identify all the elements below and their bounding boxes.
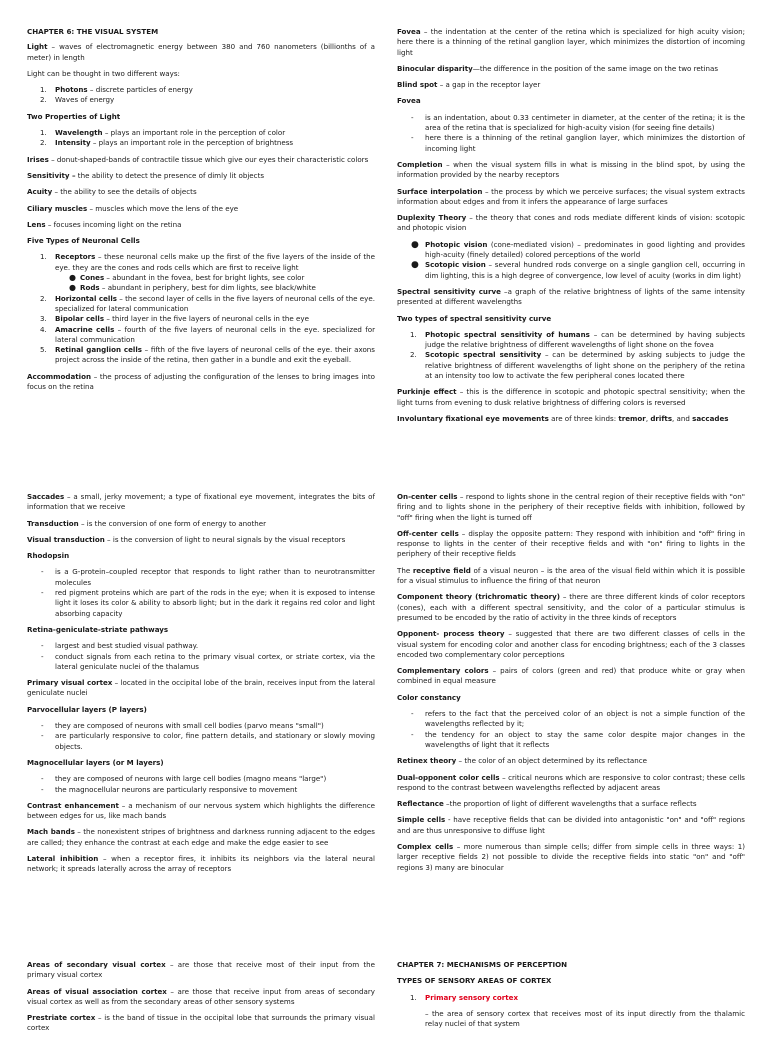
def-complementary-colors: Complementary colors – pairs of colors (green and red) that produce white or gray when combined in equal measure [397,666,746,686]
magno-title: Magnocellular layers (or M layers) [27,757,164,767]
def-lateral-inhibition: Lateral inhibition – when a receptor fires, it inhibits its neighbors via the lateral neural network; it spreads laterally across the array of receptors [27,854,376,874]
def-dual-opponent: Dual-opponent color cells – critical neurons which are responsive to color contrast; these cells respond to the contrast between wavelengths reflected by adjacent areas [397,772,745,792]
list-item: ● Rods – abundant in periphery, best for dim lights, see black/white [69,283,316,293]
def-purkinje-effect: Purkinje effect – this is the difference in scotopic and photopic spectral sensitivity; when the light turns from evening to dusk relative brightness of differing colors is reversed [397,387,746,407]
props-title: Two Properties of Light [27,111,121,121]
list-item: ● Cones – abundant in the fovea, best for bright lights, see color [69,273,305,283]
def-receptive-field: The receptive field of a visual neuron – is the area of the visual field within which it is possible for a visual stimulus to influence the firing of that neuron [397,565,745,586]
list-item: - is a G-protein–coupled receptor that responds to light rather than to neurotransmitter molecules [41,567,375,587]
list-item: 4. Amacrine cells – fourth of the five layers of neuronal cells in the eye. specialized for lateral communication [40,324,375,344]
list-item: ● Scotopic vision – several hundred rods converge on a single ganglion cell, occurring in dim lighting, this is a high degree of convergence, low level of acuity (works in dim light) [411,260,745,280]
ssc-types-title: Two types of spectral sensitivity curve [397,313,552,323]
def-acuity: Acuity – the ability to see the details of objects [27,187,197,197]
list-item: - largest and best studied visual pathway. [41,641,199,651]
def-duplexity-theory: Duplexity Theory – the theory that cones and rods mediate different kinds of vision: scotopic and photopic vision [397,213,746,233]
def-transduction: Transduction – is the conversion of one form of energy to another [27,518,267,528]
fovea-title: Fovea [397,96,421,106]
def-sensitivity: Sensitivity – the ability to detect the presence of dimly lit objects [27,170,265,180]
constancy-title: Color constancy [397,692,461,702]
list-item: 1. Photons – discrete particles of energy [40,85,193,95]
list-item: - here there is a thinning of the retinal ganglion layer, which minimizes the distortion of incoming light [411,133,745,153]
left-section-2 [27,492,375,881]
def-binocular-disparity: Binocular disparity—the difference in the position of the same image on the two retinas [397,63,719,73]
def-opponent-process: Opponent- process theory – suggested that there are two different classes of cells in the visual system for encoding color and another class for encoding brightness; each of the 3 classes encoded two complementary color perceptions [397,629,745,659]
list-item: - red pigment proteins which are part of the rods in the eye; when it is exposed to intense light it loses its color & ability to absorb light; but in the dark it regains red color and light absorbing capacity [41,588,375,618]
def-saccades: Saccades – a small, jerky movement; a type of fixational eye movement, integrates the bits of information that we receive [27,492,375,512]
def-lens: Lens – focuses incoming light on the retina [27,219,182,229]
def-mach-bands: Mach bands – the nonexistent stripes of brightness and darkness running adjacent to the edges are called; they enhance the contrast at each edge and make the edge easier to see [27,827,375,847]
def-accommodation: Accommodation – the process of adjusting the configuration of the lenses to bring images into focus on the retina [27,371,375,392]
left-section-3 [27,960,375,1040]
def-component-theory: Component theory (trichromatic theory) – there are three different kinds of color receptors (cones), each with a different spectral sensitivity, and the color of a particular stimulus is presumed to be encoded by the ratio of activity in the three kinds of receptors [397,592,745,622]
rgs-title: Retina-geniculate-striate pathways [27,624,169,634]
def-contrast-enhancement: Contrast enhancement – a mechanism of our nervous system which highlights the difference between edges for us, like mach bands [27,800,375,821]
magno-list [27,774,375,795]
receptor-sublist [55,273,375,294]
list-item: - they are composed of neurons with small cell bodies (parvo means "small") [41,721,324,731]
fovea-list [397,113,745,154]
def-irises: Irises – donut-shaped-bands of contractile tissue which give our eyes their characteristic colors [27,154,369,164]
list-item: 1. Primary sensory cortex [410,992,519,1002]
parvo-title: Parvocellular layers (P layers) [27,704,147,714]
list-item: 2. Horizontal cells – the second layer of cells in the five layers of neuronal cells of the eye. specialized for lateral communication [40,293,375,313]
def-involuntary-movements: Involuntary fixational eye movements are of three kinds: tremor, drifts, and saccades [397,413,729,423]
ways-list [27,85,375,106]
sensory-types-title: TYPES OF SENSORY AREAS OF CORTEX [397,976,552,986]
left-section-1 [27,27,375,398]
list-item: 1. Wavelength – plays an important role in the perception of color [40,128,286,138]
def-prestriate-cortex: Prestriate cortex – is the band of tissue in the occipital lobe that surrounds the primary visual cortex [27,1013,375,1033]
rgs-list [27,641,375,672]
list-item: 5. Retinal ganglion cells – fifth of the five layers of neuronal cells of the eye. their axons project across the inside of the retina, then gather in a bundle and exit the eyeball. [40,345,375,365]
def-ciliary: Ciliary muscles – muscles which move the lens of the eye [27,203,239,213]
def-retinex-theory: Retinex theory – the color of an object determined by its reflectance [397,756,647,766]
def-off-center-cells: Off-center cells – display the opposite pattern: They respond with inhibition and "off" firing in response to lights in the center of their receptive fields and with "on" firing to lights in the periphery of their receptive fields [397,528,745,559]
rhodopsin-title: Rhodopsin [27,551,70,561]
sensory-types-list [397,993,745,1003]
list-item: - the magnocellular neurons are particularly responsive to movement [41,784,298,794]
list-item: - the tendency for an object to stay the same color despite major changes in the wavelengths of light that it reflects [411,729,745,749]
rhodopsin-list [27,567,375,618]
right-section-2 [397,492,745,879]
def-complex-cells: Complex cells – more numerous than simple cells; differ from simple cells in three ways: 1) larger receptive fields 2) not possible to divide the receptive fields into static "on" and "off" regions 3) many are binocular [397,842,745,872]
def-visual-transduction: Visual transduction – is the conversion of light to neural signals by the visual receptors [27,534,346,544]
list-item: - is an indentation, about 0.33 centimeter in diameter, at the center of the retina; it is the area of the retina that is specialized for high-acuity vision (for seeing fine details) [411,112,745,133]
neuronal-list [27,252,375,365]
list-item: - conduct signals from each retina to the primary visual cortex, or striate cortex, via the lateral geniculate nuclei of the thalamus [41,651,375,671]
def-blind-spot: Blind spot – a gap in the receptor layer [397,80,541,90]
def-primary-visual-cortex: Primary visual cortex – located in the occipital lobe of the brain, receives input from the lateral geniculate nuclei [27,678,375,698]
neuronal-title: Five Types of Neuronal Cells [27,236,140,246]
list-item: ● Photopic vision (cone-mediated vision) – predominates in good lighting and provides high-acuity (finely detailed) colored perceptions of the world [411,239,745,260]
list-item: 2. Intensity – plays an important role in the perception of brightness [40,138,294,148]
right-section-1 [397,27,745,430]
list-item: 1. Receptors – these neuronal cells make up the first of the five layers of the inside of the eye. they are the cones and rods cells which are first to receive light ● Cones – abundant in the fovea, best for bright lights, see color ● Rods – abundant in periphery, best for dim lights, see black/white [40,252,375,293]
props-list [27,128,375,149]
def-on-center-cells: On-center cells – respond to lights shone in the central region of their receptive fields with "on" firing and to lights shone in the periphery of their receptive fields with inhibition, followed by "off" firing when the light is turned off [397,492,745,522]
list-item: 1. Photopic spectral sensitivity of humans – can be determined by having subjects judge the relative brightness of different wavelengths of light shone on the fovea [410,329,746,350]
primary-sensory-def: – the area of sensory cortex that receives most of its input directly from the thalamic relay nuclei of that system [425,1008,745,1029]
ways-intro: Light can be thought in two different ways: [27,68,180,78]
right-section-3 [397,960,745,1029]
def-fovea: Fovea – the indentation at the center of the retina which is specialized for high acuity vision; here there is a thinning of the retinal ganglion layer, which minimizes the distortion of incoming light [397,27,745,57]
def-completion: Completion – when the visual system fills in what is missing in the blind spot, by using the information provided by the nearby receptors [397,159,745,180]
def-reflectance: Reflectance –the proportion of light of different wavelengths that a surface reflects [397,799,697,809]
ssc-types-list [397,330,745,381]
constancy-list [397,709,745,750]
list-item: - they are composed of neurons with large cell bodies (magno means "large") [41,774,327,784]
list-item: - refers to the fact that the perceived color of an object is not a simple function of the wavelengths reflected by it; [411,709,745,729]
chapter-title: CHAPTER 6: THE VISUAL SYSTEM [27,27,159,36]
list-item: 2. Scotopic spectral sensitivity – can be determined by asking subjects to judge the relative brightness of different wavelengths of light shone on the periphery of the retina at an intensity too low to activate the few peripheral cones located there [410,350,745,381]
chapter-7-title: CHAPTER 7: MECHANISMS OF PERCEPTION [397,960,568,969]
def-visual-association-cortex: Areas of visual association cortex – are those that receive input from areas of secondary visual cortex as well as from the secondary areas of other sensory systems [27,986,375,1006]
list-item: 3. Bipolar cells – third layer in the five layers of neuronal cells in the eye [40,314,309,324]
list-item: - are particularly responsive to color, fine pattern details, and stationary or slowly moving objects. [41,731,375,751]
parvo-list [27,721,375,752]
def-surface-interpolation: Surface interpolation – the process by which we perceive surfaces; the visual system extracts information about edges and from it infers the appearance of large surfaces [397,186,745,206]
def-secondary-visual-cortex: Areas of secondary visual cortex – are those that receive most of their input from the primary visual cortex [27,960,375,980]
def-spectral-sensitivity-curve: Spectral sensitivity curve –a graph of the relative brightness of lights of the same intensity presented at different wavelengths [397,286,745,307]
vision-list [397,240,745,281]
def-light: Light – waves of electromagnetic energy between 380 and 760 nanometers (billionths of a meter) in length [27,42,375,62]
def-simple-cells: Simple cells - have receptive fields that can be divided into antagonistic "on" and "off" regions and are thus unresponsive to diffuse light [397,815,745,835]
list-item: 2. Waves of energy [40,95,115,105]
